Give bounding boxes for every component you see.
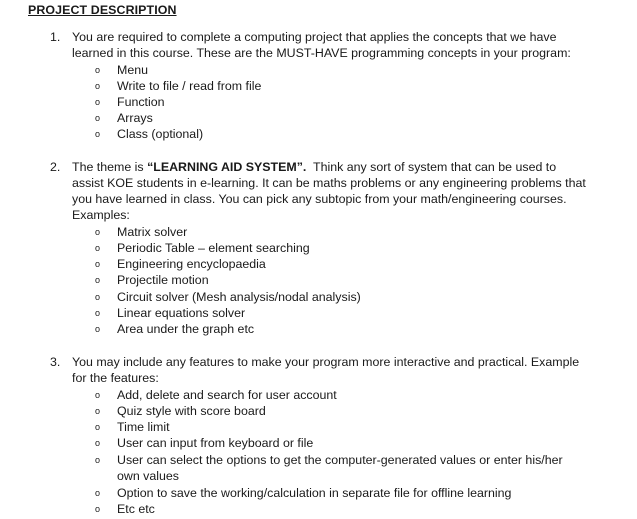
bullet-marker: o	[95, 390, 101, 400]
page-title: PROJECT DESCRIPTION	[28, 3, 177, 17]
theme-title: “LEARNING AID SYSTEM”.	[147, 160, 307, 174]
paragraph-line: learned in this course. These are the MUST-HAVE programming concepts in your program:	[72, 46, 571, 60]
paragraph-text: The theme is	[72, 160, 148, 174]
list-item: Projectile motion	[117, 273, 209, 287]
list-item-continuation: own values	[117, 469, 179, 483]
list-item: Arrays	[117, 111, 153, 125]
list-item: Add, delete and search for user account	[117, 388, 337, 402]
paragraph-line: Examples:	[72, 208, 130, 222]
list-item: Circuit solver (Mesh analysis/nodal analysis)	[117, 290, 361, 304]
list-item: Time limit	[117, 420, 170, 434]
list-item: Matrix solver	[117, 225, 188, 239]
list-item: User can input from keyboard or file	[117, 436, 314, 450]
bullet-marker: o	[95, 81, 101, 91]
section-number: 3.	[50, 355, 61, 369]
paragraph-text: Think any sort of system that can be used to	[306, 160, 557, 174]
bullet-marker: o	[95, 504, 101, 514]
list-item: Option to save the working/calculation in separate file for offline learning	[117, 486, 512, 500]
list-item: Linear equations solver	[117, 306, 246, 320]
bullet-marker: o	[95, 243, 101, 253]
list-item: User can select the options to get the computer-generated values or enter his/her	[117, 453, 563, 467]
section-number: 2.	[50, 160, 61, 174]
bullet-marker: o	[95, 275, 101, 285]
paragraph-line: for the features:	[72, 371, 159, 385]
list-item: Quiz style with score board	[117, 404, 266, 418]
bullet-marker: o	[95, 129, 101, 139]
section-number: 1.	[50, 30, 61, 44]
list-item: Engineering encyclopaedia	[117, 257, 266, 271]
bullet-marker: o	[95, 324, 101, 334]
bullet-marker: o	[95, 259, 101, 269]
bullet-marker: o	[95, 227, 101, 237]
paragraph-line: You are required to complete a computing project that applies the concepts that we have	[72, 30, 557, 44]
paragraph-line: you have learned in class. You can pick any subtopic from your math/engineering courses.	[72, 192, 567, 206]
bullet-marker: o	[95, 308, 101, 318]
bullet-marker: o	[95, 488, 101, 498]
paragraph-line	[72, 159, 556, 175]
list-item: Class (optional)	[117, 127, 204, 141]
list-item: Menu	[117, 63, 148, 77]
paragraph-line: assist KOE students in e-learning. It can be maths problems or any engineering problems that	[72, 176, 586, 190]
list-item: Periodic Table – element searching	[117, 241, 310, 255]
bullet-marker: o	[95, 438, 101, 448]
list-item: Area under the graph etc	[117, 322, 255, 336]
list-item: Function	[117, 95, 165, 109]
bullet-marker: o	[95, 406, 101, 416]
bullet-marker: o	[95, 97, 101, 107]
list-item: Etc etc	[117, 502, 155, 516]
list-item: Write to file / read from file	[117, 79, 262, 93]
bullet-marker: o	[95, 422, 101, 432]
bullet-marker: o	[95, 113, 101, 123]
bullet-marker: o	[95, 292, 101, 302]
bullet-marker: o	[95, 65, 101, 75]
paragraph-line: You may include any features to make your program more interactive and practical. Example	[72, 355, 580, 369]
bullet-marker: o	[95, 455, 101, 465]
